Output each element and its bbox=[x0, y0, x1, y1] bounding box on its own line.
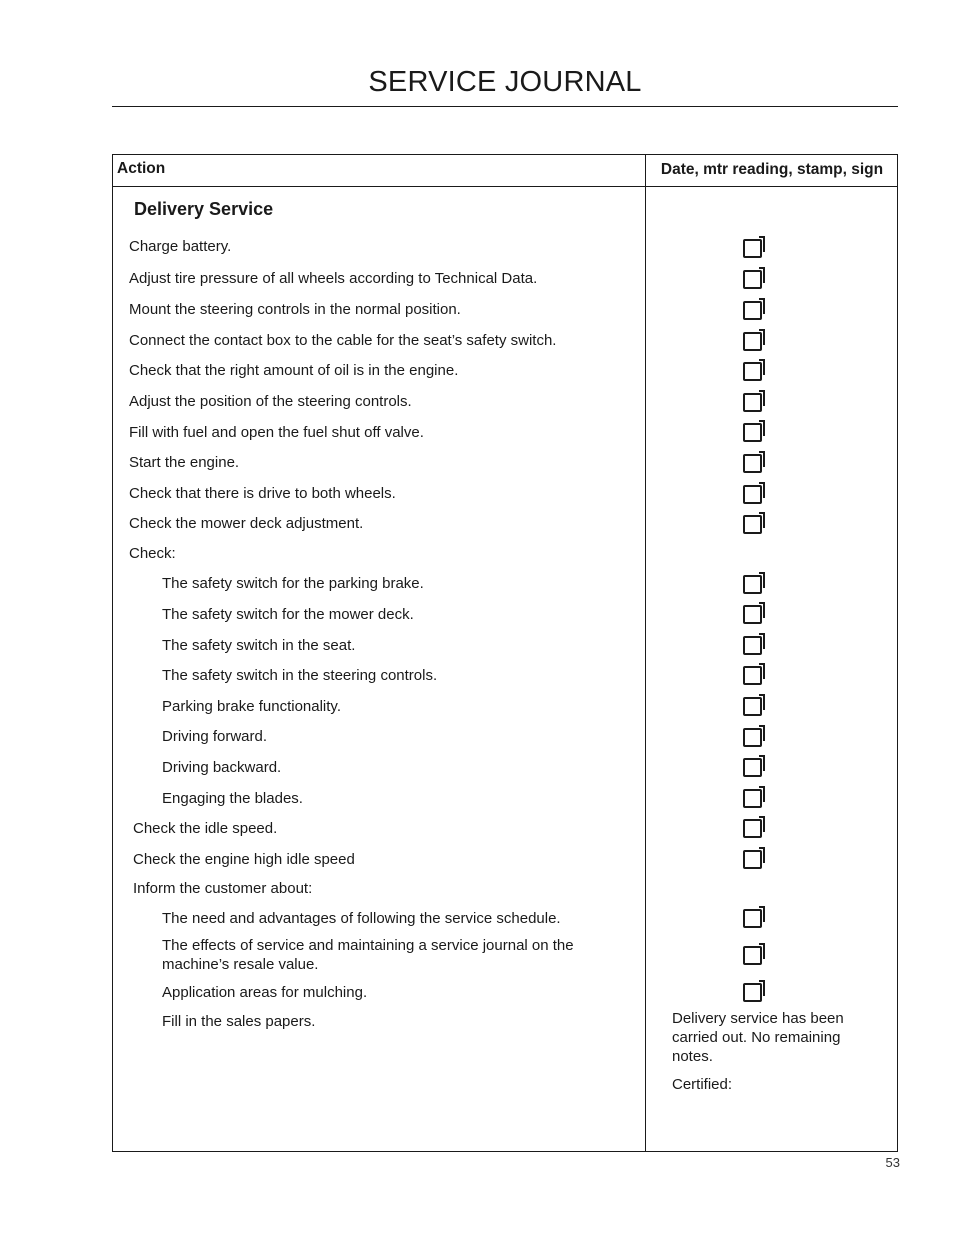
action-subitem: Fill in the sales papers. bbox=[162, 1013, 316, 1030]
page-number: 53 bbox=[885, 1155, 900, 1170]
action-subitem: The safety switch for the parking brake. bbox=[162, 575, 424, 592]
checkbox[interactable] bbox=[743, 789, 762, 808]
action-item: Connect the contact box to the cable for the seat’s safety switch. bbox=[129, 332, 557, 349]
action-subitem: The need and advantages of following the service schedule. bbox=[162, 910, 561, 927]
action-item: Fill with fuel and open the fuel shut off valve. bbox=[129, 424, 424, 441]
action-item: Check the mower deck adjustment. bbox=[129, 515, 364, 532]
checkbox[interactable] bbox=[743, 909, 762, 928]
action-subitem: Parking brake functionality. bbox=[162, 698, 341, 715]
action-subitem: The safety switch in the seat. bbox=[162, 637, 356, 654]
action-item: Mount the steering controls in the normal position. bbox=[129, 301, 461, 318]
checkbox[interactable] bbox=[743, 983, 762, 1002]
action-subitem: The safety switch for the mower deck. bbox=[162, 606, 414, 623]
checkbox[interactable] bbox=[743, 362, 762, 381]
action-subitem: The effects of service and maintaining a service journal on the machine’s resale value. bbox=[162, 937, 574, 973]
action-item: Check that the right amount of oil is in the engine. bbox=[129, 362, 459, 379]
delivery-note: Delivery service has been carried out. No remaining notes. bbox=[672, 1010, 844, 1065]
action-item: Check the idle speed. bbox=[133, 820, 278, 837]
checkbox[interactable] bbox=[743, 423, 762, 442]
checkbox[interactable] bbox=[743, 850, 762, 869]
action-item: Check the engine high idle speed bbox=[133, 851, 355, 868]
action-subitem: The safety switch in the steering controls. bbox=[162, 667, 438, 684]
action-item: Adjust tire pressure of all wheels according to Technical Data. bbox=[129, 270, 538, 287]
header-divider bbox=[112, 186, 898, 187]
checkbox[interactable] bbox=[743, 270, 762, 289]
action-subitem: Application areas for mulching. bbox=[162, 984, 368, 1001]
certified-label: Certified: bbox=[672, 1076, 733, 1093]
action-group-label: Inform the customer about: bbox=[133, 880, 313, 897]
header-date-stamp-sign: Date, mtr reading, stamp, sign bbox=[660, 161, 884, 178]
page-title: SERVICE JOURNAL bbox=[368, 66, 642, 98]
checkbox[interactable] bbox=[743, 728, 762, 747]
action-subitem: Driving backward. bbox=[162, 759, 282, 776]
checkbox[interactable] bbox=[743, 758, 762, 777]
checkbox[interactable] bbox=[743, 515, 762, 534]
title-divider bbox=[112, 106, 898, 107]
checkbox[interactable] bbox=[743, 301, 762, 320]
checkbox[interactable] bbox=[743, 605, 762, 624]
action-group-label: Check: bbox=[129, 545, 176, 562]
checkbox[interactable] bbox=[743, 819, 762, 838]
checkbox[interactable] bbox=[743, 239, 762, 258]
checkbox[interactable] bbox=[743, 393, 762, 412]
column-divider bbox=[645, 154, 646, 1151]
checkbox[interactable] bbox=[743, 575, 762, 594]
section-title: Delivery Service bbox=[134, 199, 274, 219]
header-action: Action bbox=[117, 160, 166, 177]
checkbox[interactable] bbox=[743, 697, 762, 716]
action-item: Start the engine. bbox=[129, 454, 240, 471]
action-item: Charge battery. bbox=[129, 238, 232, 255]
checkbox[interactable] bbox=[743, 666, 762, 685]
action-item: Adjust the position of the steering controls. bbox=[129, 393, 412, 410]
checkbox[interactable] bbox=[743, 946, 762, 965]
checkbox[interactable] bbox=[743, 332, 762, 351]
action-subitem: Driving forward. bbox=[162, 728, 268, 745]
action-item: Check that there is drive to both wheels. bbox=[129, 485, 396, 502]
checkbox[interactable] bbox=[743, 454, 762, 473]
checkbox[interactable] bbox=[743, 636, 762, 655]
action-subitem: Engaging the blades. bbox=[162, 790, 303, 807]
checkbox[interactable] bbox=[743, 485, 762, 504]
